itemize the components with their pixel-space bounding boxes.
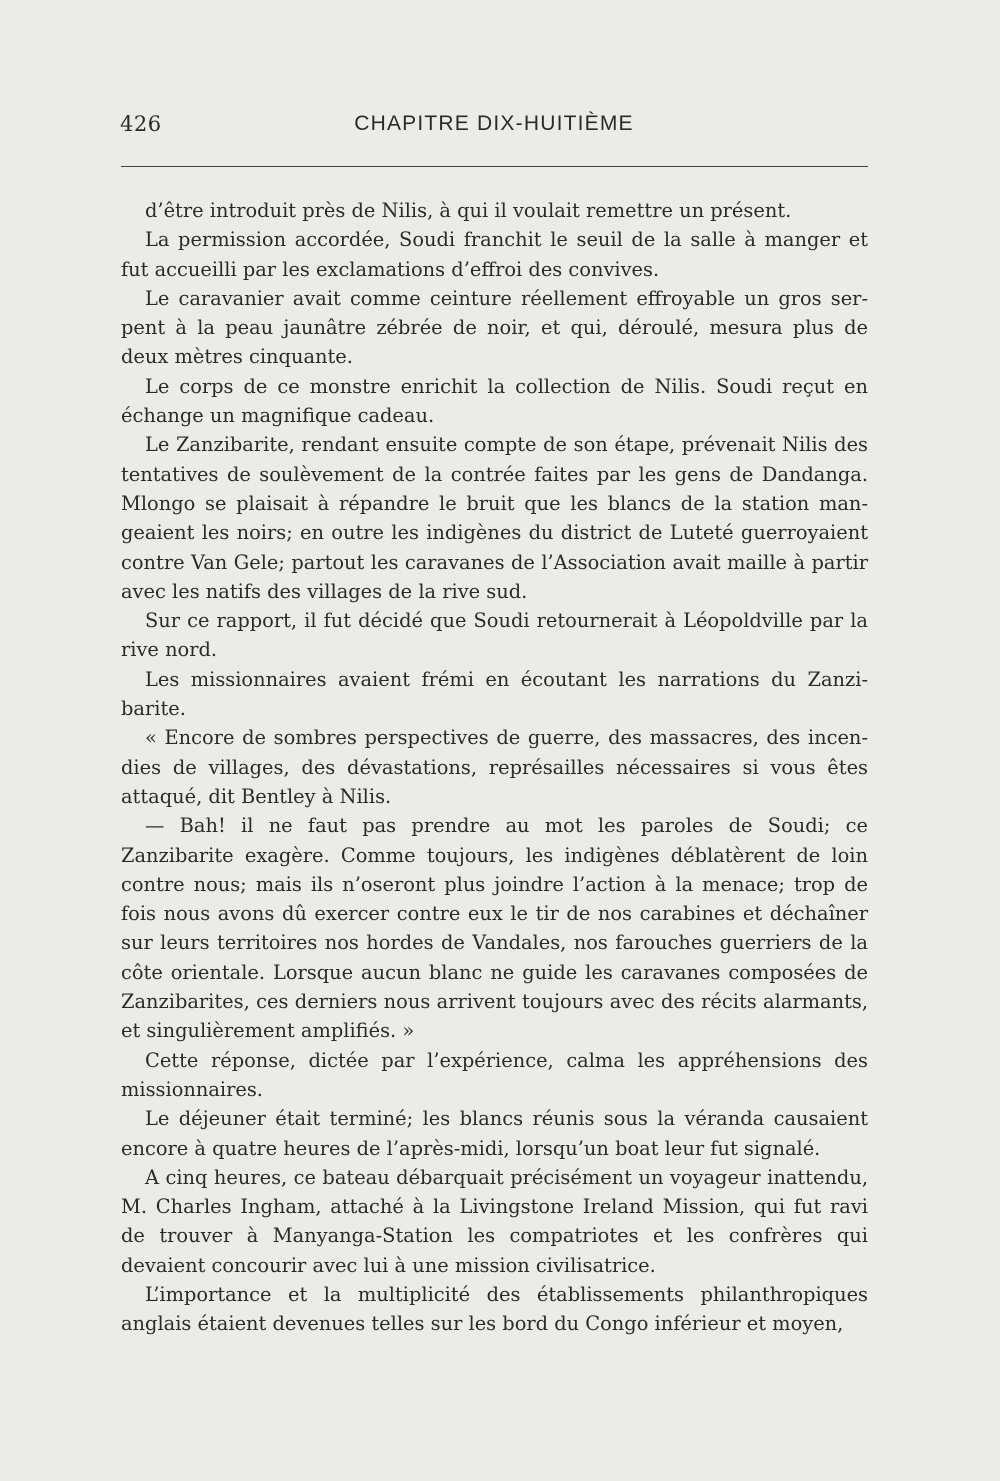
header-rule — [121, 166, 868, 167]
paragraph: d’être introduit près de Nilis, à qui il voulait remettre un présent. — [145, 199, 792, 222]
paragraph: Les missionnaires avaient frémi en écoutant les narrations du Zanzibarite. — [121, 667, 868, 721]
paragraph: Le déjeuner était terminé; les blancs réunis sous la véranda causaient encore à quatre heures de l’après-midi, lorsqu’un boat leur fut signalé. — [121, 1107, 868, 1160]
chapter-title: CHAPITRE DIX-HUITIÈME — [354, 112, 634, 135]
paragraph: Le caravanier avait comme ceinture réellement effroyable un gros serpent à la peau jaunâtre zébrée de noir, et qui, déroulé, mesura plus de deux mètres cinquante. — [121, 286, 868, 369]
paragraph: « Encore de sombres perspectives de guerre, des massacres, des incendies de villages, des dévastations, représailles nécessaires si vous êtes attaqué, dit Bentley à Nilis. — [121, 726, 868, 808]
paragraph: A cinq heures, ce bateau débarquait précisément un voyageur inattendu, M. Charles Ingham, attaché à la Livingstone Ireland Mission, qui fut ravi de trouver à Manyanga-Station les compatriotes et les confrères qui devaient concourir avec lui à une mission civilisatrice. — [121, 1165, 868, 1277]
paragraph: Cette réponse, dictée par l’expérience, calma les appréhensions des missionnaires. — [121, 1048, 868, 1101]
page-number: 426 — [120, 112, 162, 136]
paragraph: — Bah! il ne faut pas prendre au mot les paroles de Soudi; ce Zanzibarite exagère. Comme toujours, les indigènes déblatèrent de loin contre nous; mais ils n’oseront plus joindre l’action à la menace; trop de fois nous avons dû exercer contre eux le tir de nos carabines et déchaîner sur leurs territoires nos hordes de Vandales, nos farouches guerriers de la côte orientale. Lorsque aucun blanc ne guide les caravanes composées de Zanzibarites, ces derniers nous arrivent toujours avec des récits alarmants, et singulièrement amplifiés. » — [121, 814, 868, 1043]
running-head — [120, 112, 868, 144]
paragraph: Le Zanzibarite, rendant ensuite compte de son étape, prévenait Nilis des tentatives de soulèvement de la contrée faites par les gens de Dandanga. Mlongo se plaisait à répandre le bruit que les blancs de la station mangeaient les noirs; en outre les indigènes du district de Luteté guerroyaient contre Van Gele; partout les caravanes de l’Association avait maille à partir avec les natifs des villages de la rive sud. — [121, 433, 868, 603]
paragraph: Le corps de ce monstre enrichit la collection de Nilis. Soudi reçut en échange un magnifique cadeau. — [121, 374, 868, 428]
body-text — [121, 196, 868, 1339]
paragraph: Sur ce rapport, il fut décidé que Soudi retournerait à Léopoldville par la rive nord. — [121, 609, 868, 662]
paragraph: L’importance et la multiplicité des établissements philanthropiques anglais étaient devenues telles sur les bord du Congo inférieur et moyen, — [121, 1282, 868, 1336]
paragraph: La permission accordée, Soudi franchit le seuil de la salle à manger et fut accueilli par les exclamations d’effroi des convives. — [121, 228, 868, 281]
